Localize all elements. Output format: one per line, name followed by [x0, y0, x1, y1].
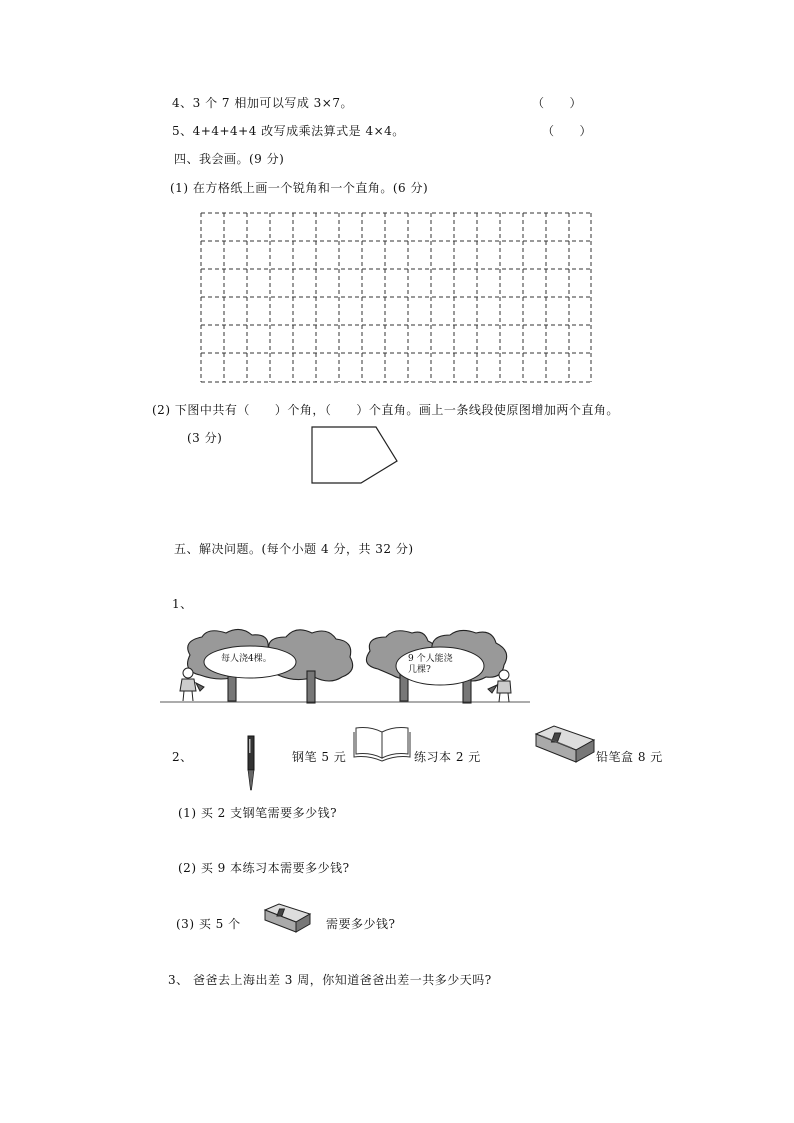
fountain-pen-icon — [244, 735, 258, 793]
notebook-price-label: 练习本 2 元 — [414, 750, 481, 764]
pencil-box-price-label: 铅笔盒 8 元 — [596, 750, 663, 764]
section-4-part-2: (2) 下图中共有（ ）个角，（ ）个直角。画上一条线段使原图增加两个直角。 — [152, 403, 619, 417]
dashed-grid-paper[interactable] — [198, 210, 594, 386]
pen-price-label: 钢笔 5 元 — [292, 750, 347, 764]
pencil-box-icon — [532, 724, 598, 768]
answer-bracket-5[interactable]: （ ） — [542, 124, 593, 138]
problem-2-sub-3-end: 需要多少钱? — [326, 917, 396, 931]
section-4-heading: 四、我会画。(9 分) — [174, 152, 285, 166]
pencil-box-icon — [262, 902, 314, 936]
trees-and-children-illustration — [160, 625, 530, 705]
problem-2-sub-3-start: (3) 买 5 个 — [176, 917, 241, 931]
section-5-heading: 五、解决问题。(每个小题 4 分，共 32 分) — [174, 542, 414, 556]
problem-2-sub-2: (2) 买 9 本练习本需要多少钱? — [178, 861, 350, 875]
problem-3: 3、 爸爸去上海出差 3 周，你知道爸爸出差一共多少天吗? — [168, 973, 492, 987]
problem-2-number: 2、 — [172, 750, 193, 764]
speech-bubble-right: 9 个人能浇几棵? — [408, 654, 453, 675]
speech-bubble-left: 每人浇4棵。 — [221, 654, 272, 664]
section-4-part-2-score: (3 分) — [187, 431, 223, 445]
problem-1-number: 1、 — [172, 597, 193, 611]
open-book-icon — [352, 724, 412, 764]
tf-question-4: 4、3 个 7 相加可以写成 3×7。 — [172, 96, 353, 110]
answer-bracket-4[interactable]: （ ） — [532, 96, 583, 110]
pentagon-figure — [305, 420, 405, 490]
problem-2-sub-1: (1) 买 2 支钢笔需要多少钱? — [178, 806, 338, 820]
tf-question-5: 5、4+4+4+4 改写成乘法算式是 4×4。 — [172, 124, 405, 138]
section-4-part-1: (1) 在方格纸上画一个锐角和一个直角。(6 分) — [170, 181, 429, 195]
